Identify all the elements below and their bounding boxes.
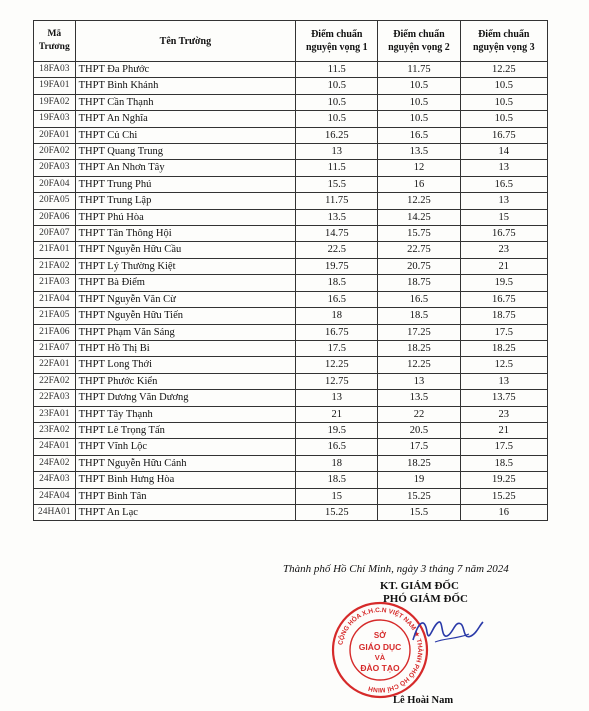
nv2-score-cell: 15.75 (378, 226, 460, 242)
nv1-score-cell: 22.5 (296, 242, 378, 258)
table-row (34, 406, 548, 422)
nv3-score-cell: 13 (460, 160, 547, 176)
table-body (34, 62, 548, 521)
school-code-cell: 21FA07 (34, 340, 76, 356)
table-row (34, 176, 548, 192)
nv1-score-cell: 10.5 (296, 78, 378, 94)
nv2-score-cell: 22 (378, 406, 460, 422)
school-code-cell: 18FA03 (34, 62, 76, 78)
cutoff-score-table (33, 20, 548, 521)
nv3-score-cell: 13 (460, 373, 547, 389)
nv1-score-cell: 18.5 (296, 275, 378, 291)
school-name-cell: THPT Lê Trọng Tấn (75, 422, 296, 438)
signatory-title: KT. GIÁM ĐỐC (380, 580, 459, 592)
table-row (34, 291, 548, 307)
nv3-score-cell: 18.75 (460, 308, 547, 324)
nv3-score-cell: 10.5 (460, 94, 547, 110)
school-code-cell: 24HA01 (34, 504, 76, 520)
nv2-score-cell: 15.25 (378, 488, 460, 504)
table-row (34, 390, 548, 406)
school-name-cell: THPT An Lạc (75, 504, 296, 520)
school-code-cell: 21FA05 (34, 308, 76, 324)
school-code-cell: 21FA02 (34, 258, 76, 274)
nv1-score-cell: 18.5 (296, 472, 378, 488)
nv2-score-cell: 18.25 (378, 340, 460, 356)
seal-ring-text: CỘNG HÒA X.H.C.N VIỆT NAM ★ THÀNH PHỐ HỒ CHÍ MINH (337, 606, 424, 694)
table-row (34, 111, 548, 127)
nv3-score-cell: 18.25 (460, 340, 547, 356)
nv3-score-cell: 17.5 (460, 439, 547, 455)
school-name-cell: THPT Tây Thạnh (75, 406, 296, 422)
school-code-cell: 21FA03 (34, 275, 76, 291)
school-name-cell: THPT Dương Văn Dương (75, 390, 296, 406)
school-name-cell: THPT An Nhơn Tây (75, 160, 296, 176)
nv1-score-cell: 14.75 (296, 226, 378, 242)
table-row (34, 340, 548, 356)
table-row (34, 357, 548, 373)
school-name-cell: THPT An Nghĩa (75, 111, 296, 127)
school-name-cell: THPT Nguyễn Hữu Cảnh (75, 455, 296, 471)
table-row (34, 127, 548, 143)
nv3-score-cell: 15 (460, 209, 547, 225)
school-name-cell: THPT Phước Kiển (75, 373, 296, 389)
table-row (34, 62, 548, 78)
nv3-score-cell: 12.25 (460, 62, 547, 78)
svg-text:SỞ: SỞ (373, 631, 387, 640)
school-code-cell: 21FA04 (34, 291, 76, 307)
nv1-score-cell: 16.5 (296, 291, 378, 307)
table-row (34, 472, 548, 488)
nv1-score-cell: 16.25 (296, 127, 378, 143)
handwritten-signature (405, 612, 485, 652)
nv2-score-cell: 17.25 (378, 324, 460, 340)
school-name-cell: THPT Trung Lập (75, 193, 296, 209)
school-code-cell: 22FA02 (34, 373, 76, 389)
table-row (34, 258, 548, 274)
nv1-score-cell: 13 (296, 144, 378, 160)
nv1-score-cell: 16.5 (296, 439, 378, 455)
nv2-score-cell: 18.75 (378, 275, 460, 291)
nv3-score-cell: 16.75 (460, 291, 547, 307)
nv1-score-cell: 13.5 (296, 209, 378, 225)
nv1-score-cell: 18 (296, 308, 378, 324)
school-code-cell: 24FA04 (34, 488, 76, 504)
nv2-score-cell: 16.5 (378, 127, 460, 143)
school-name-cell: THPT Tân Thông Hội (75, 226, 296, 242)
nv1-score-cell: 19.75 (296, 258, 378, 274)
header-nv1: Điểm chuẩn nguyện vọng 1 (296, 21, 378, 62)
school-name-cell: THPT Củ Chi (75, 127, 296, 143)
nv2-score-cell: 12.25 (378, 193, 460, 209)
nv3-score-cell: 16 (460, 504, 547, 520)
table-row (34, 455, 548, 471)
school-name-cell: THPT Đa Phước (75, 62, 296, 78)
nv1-score-cell: 15.25 (296, 504, 378, 520)
school-code-cell: 20FA02 (34, 144, 76, 160)
nv1-score-cell: 11.5 (296, 62, 378, 78)
nv1-score-cell: 19.5 (296, 422, 378, 438)
table-row (34, 275, 548, 291)
nv1-score-cell: 11.5 (296, 160, 378, 176)
header-nv2: Điểm chuẩn nguyện vọng 2 (378, 21, 460, 62)
nv2-score-cell: 20.75 (378, 258, 460, 274)
school-code-cell: 23FA01 (34, 406, 76, 422)
school-code-cell: 24FA03 (34, 472, 76, 488)
table-row (34, 226, 548, 242)
nv3-score-cell: 17.5 (460, 324, 547, 340)
nv2-score-cell: 22.75 (378, 242, 460, 258)
nv1-score-cell: 13 (296, 390, 378, 406)
nv1-score-cell: 17.5 (296, 340, 378, 356)
school-name-cell: THPT Bình Hưng Hòa (75, 472, 296, 488)
table-row (34, 193, 548, 209)
nv3-score-cell: 21 (460, 258, 547, 274)
school-code-cell: 19FA02 (34, 94, 76, 110)
table-row (34, 144, 548, 160)
nv2-score-cell: 12 (378, 160, 460, 176)
nv1-score-cell: 18 (296, 455, 378, 471)
nv1-score-cell: 12.25 (296, 357, 378, 373)
school-code-cell: 24FA01 (34, 439, 76, 455)
table-row (34, 422, 548, 438)
nv1-score-cell: 10.5 (296, 94, 378, 110)
nv1-score-cell: 11.75 (296, 193, 378, 209)
school-code-cell: 20FA05 (34, 193, 76, 209)
nv1-score-cell: 15 (296, 488, 378, 504)
table-row (34, 504, 548, 520)
school-name-cell: THPT Quang Trung (75, 144, 296, 160)
nv2-score-cell: 20.5 (378, 422, 460, 438)
nv2-score-cell: 15.5 (378, 504, 460, 520)
school-code-cell: 24FA02 (34, 455, 76, 471)
table-row (34, 94, 548, 110)
nv2-score-cell: 17.5 (378, 439, 460, 455)
school-name-cell: THPT Bình Tân (75, 488, 296, 504)
school-name-cell: THPT Cần Thạnh (75, 94, 296, 110)
header-school-code: Mã Trương (34, 21, 76, 62)
nv2-score-cell: 10.5 (378, 94, 460, 110)
school-code-cell: 19FA01 (34, 78, 76, 94)
nv2-score-cell: 13.5 (378, 144, 460, 160)
school-name-cell: THPT Long Thới (75, 357, 296, 373)
nv1-score-cell: 16.75 (296, 324, 378, 340)
header-school-name: Tên Trường (75, 21, 296, 62)
nv2-score-cell: 11.75 (378, 62, 460, 78)
nv2-score-cell: 18.25 (378, 455, 460, 471)
table-row (34, 78, 548, 94)
nv3-score-cell: 14 (460, 144, 547, 160)
school-code-cell: 20FA01 (34, 127, 76, 143)
table-row (34, 160, 548, 176)
nv3-score-cell: 19.5 (460, 275, 547, 291)
school-name-cell: THPT Nguyễn Văn Cừ (75, 291, 296, 307)
nv2-score-cell: 16.5 (378, 291, 460, 307)
school-name-cell: THPT Bà Điểm (75, 275, 296, 291)
table-row (34, 209, 548, 225)
nv2-score-cell: 13 (378, 373, 460, 389)
nv3-score-cell: 16.75 (460, 127, 547, 143)
table-header-row (34, 21, 548, 62)
school-name-cell: THPT Hồ Thị Bi (75, 340, 296, 356)
school-name-cell: THPT Bình Khánh (75, 78, 296, 94)
school-code-cell: 22FA03 (34, 390, 76, 406)
nv3-score-cell: 10.5 (460, 78, 547, 94)
nv3-score-cell: 12.5 (460, 357, 547, 373)
school-code-cell: 20FA06 (34, 209, 76, 225)
school-name-cell: THPT Lý Thường Kiệt (75, 258, 296, 274)
school-name-cell: THPT Trung Phú (75, 176, 296, 192)
nv1-score-cell: 21 (296, 406, 378, 422)
nv3-score-cell: 23 (460, 242, 547, 258)
header-nv3: Điểm chuẩn nguyện vọng 3 (460, 21, 547, 62)
school-code-cell: 23FA02 (34, 422, 76, 438)
school-name-cell: THPT Vĩnh Lộc (75, 439, 296, 455)
nv3-score-cell: 13.75 (460, 390, 547, 406)
table-row (34, 373, 548, 389)
nv3-score-cell: 19.25 (460, 472, 547, 488)
nv2-score-cell: 14.25 (378, 209, 460, 225)
svg-text:GIÁO DỤC: GIÁO DỤC (358, 642, 402, 652)
nv2-score-cell: 10.5 (378, 111, 460, 127)
nv3-score-cell: 15.25 (460, 488, 547, 504)
nv3-score-cell: 21 (460, 422, 547, 438)
table-row (34, 242, 548, 258)
school-name-cell: THPT Phú Hòa (75, 209, 296, 225)
signatory-position: PHÓ GIÁM ĐỐC (383, 593, 468, 605)
school-code-cell: 21FA06 (34, 324, 76, 340)
nv3-score-cell: 16.75 (460, 226, 547, 242)
school-code-cell: 21FA01 (34, 242, 76, 258)
table-row (34, 488, 548, 504)
svg-text:VÀ: VÀ (374, 653, 386, 662)
nv1-score-cell: 15.5 (296, 176, 378, 192)
table-row (34, 308, 548, 324)
nv2-score-cell: 13.5 (378, 390, 460, 406)
school-code-cell: 20FA07 (34, 226, 76, 242)
school-name-cell: THPT Nguyễn Hữu Cầu (75, 242, 296, 258)
nv3-score-cell: 18.5 (460, 455, 547, 471)
nv2-score-cell: 10.5 (378, 78, 460, 94)
nv2-score-cell: 19 (378, 472, 460, 488)
nv1-score-cell: 10.5 (296, 111, 378, 127)
nv2-score-cell: 12.25 (378, 357, 460, 373)
nv2-score-cell: 18.5 (378, 308, 460, 324)
nv3-score-cell: 13 (460, 193, 547, 209)
nv3-score-cell: 23 (460, 406, 547, 422)
nv3-score-cell: 16.5 (460, 176, 547, 192)
school-code-cell: 22FA01 (34, 357, 76, 373)
signer-name: Lê Hoài Nam (393, 695, 454, 706)
nv3-score-cell: 10.5 (460, 111, 547, 127)
table-row (34, 439, 548, 455)
school-code-cell: 19FA03 (34, 111, 76, 127)
school-code-cell: 20FA03 (34, 160, 76, 176)
nv1-score-cell: 12.75 (296, 373, 378, 389)
school-name-cell: THPT Nguyễn Hữu Tiến (75, 308, 296, 324)
school-code-cell: 20FA04 (34, 176, 76, 192)
table-row (34, 324, 548, 340)
svg-text:ĐÀO TẠO: ĐÀO TẠO (360, 663, 400, 673)
school-name-cell: THPT Phạm Văn Sáng (75, 324, 296, 340)
date-line: Thành phố Hồ Chí Minh, ngày 3 tháng 7 năm 2024 (283, 563, 509, 575)
nv2-score-cell: 16 (378, 176, 460, 192)
